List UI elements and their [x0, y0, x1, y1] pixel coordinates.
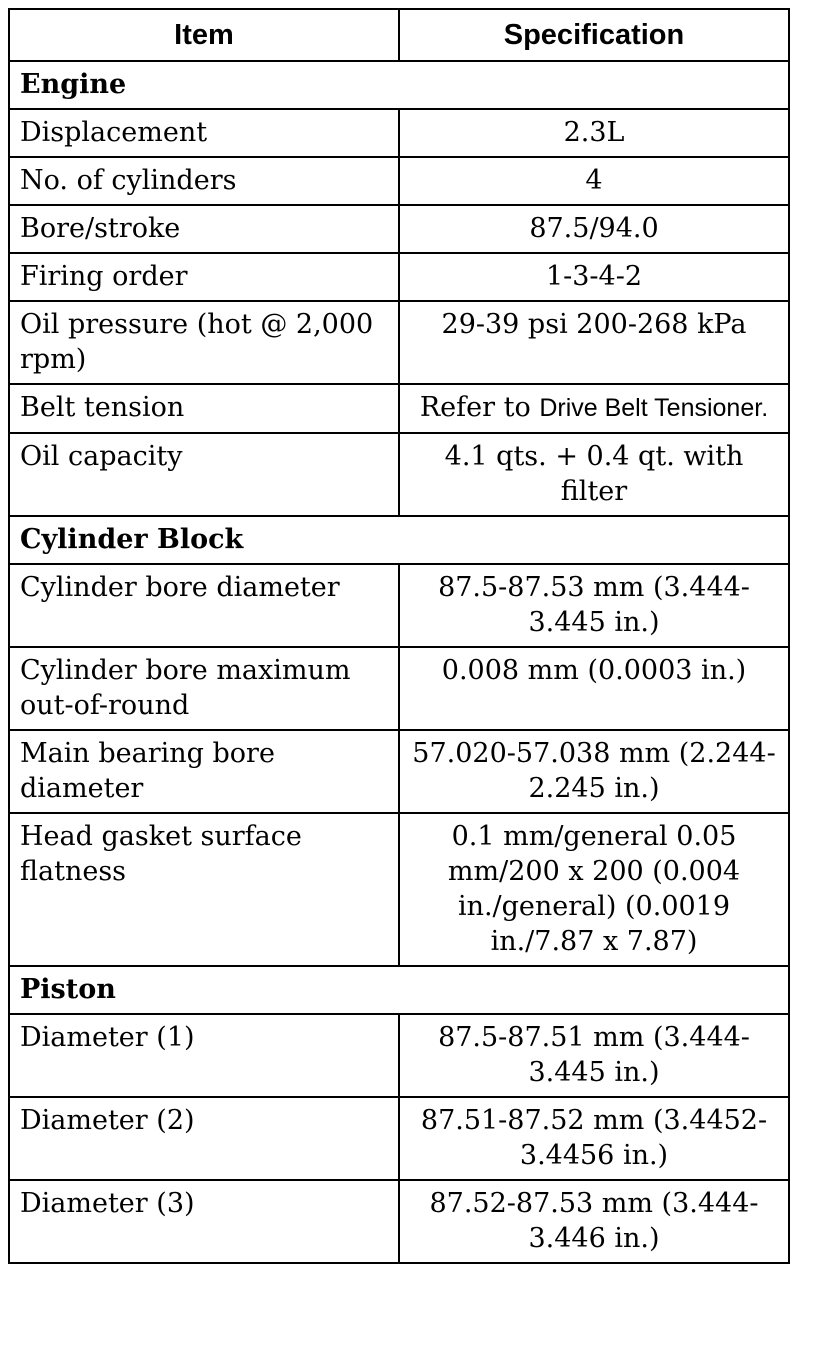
- item-cell: Diameter (3): [9, 1180, 399, 1263]
- item-cell: Diameter (1): [9, 1014, 399, 1097]
- section-title-engine: Engine: [9, 61, 789, 109]
- table-row: [9, 730, 789, 813]
- header-item: Item: [9, 9, 399, 61]
- item-cell: Oil capacity: [9, 433, 399, 516]
- spec-cell: 87.52-87.53 mm (3.444-3.446 in.): [399, 1180, 789, 1263]
- item-cell: Bore/stroke: [9, 205, 399, 253]
- table-row: [9, 647, 789, 730]
- spec-cell: 87.5-87.51 mm (3.444-3.445 in.): [399, 1014, 789, 1097]
- item-cell: Diameter (2): [9, 1097, 399, 1180]
- spec-table: [8, 8, 790, 1264]
- spec-prefix: Refer to: [419, 392, 540, 423]
- table-row: [9, 433, 789, 516]
- spec-cell: 2.3L: [399, 109, 789, 157]
- item-cell: No. of cylinders: [9, 157, 399, 205]
- table-row: [9, 384, 789, 433]
- spec-cell: 87.5/94.0: [399, 205, 789, 253]
- spec-cell: 29-39 psi 200-268 kPa: [399, 301, 789, 384]
- header-row: [9, 9, 789, 61]
- header-specification: Specification: [399, 9, 789, 61]
- table-row: [9, 1097, 789, 1180]
- item-cell: Cylinder bore diameter: [9, 564, 399, 647]
- table-row: [9, 109, 789, 157]
- spec-cell: 87.51-87.52 mm (3.4452-3.4456 in.): [399, 1097, 789, 1180]
- section-row: [9, 966, 789, 1014]
- section-row: [9, 61, 789, 109]
- item-cell: Head gasket surface flatness: [9, 813, 399, 966]
- spec-cell: 57.020-57.038 mm (2.244-2.245 in.): [399, 730, 789, 813]
- spec-cell: 4: [399, 157, 789, 205]
- table-row: [9, 253, 789, 301]
- table-row: [9, 1180, 789, 1263]
- item-cell: Firing order: [9, 253, 399, 301]
- item-cell: Belt tension: [9, 384, 399, 433]
- table-row: [9, 301, 789, 384]
- spec-cell: 87.5-87.53 mm (3.444-3.445 in.): [399, 564, 789, 647]
- section-row: [9, 516, 789, 564]
- spec-cell: 0.1 mm/general 0.05 mm/200 x 200 (0.004 in./general) (0.0019 in./7.87 x 7.87): [399, 813, 789, 966]
- spec-cell: 1-3-4-2: [399, 253, 789, 301]
- table-row: [9, 564, 789, 647]
- spec-cell: 4.1 qts. + 0.4 qt. with filter: [399, 433, 789, 516]
- item-cell: Main bearing bore diameter: [9, 730, 399, 813]
- spec-cell: [399, 384, 789, 433]
- item-cell: Cylinder bore maximum out-of-round: [9, 647, 399, 730]
- section-title-piston: Piston: [9, 966, 789, 1014]
- spec-cell: 0.008 mm (0.0003 in.): [399, 647, 789, 730]
- section-title-cylinder-block: Cylinder Block: [9, 516, 789, 564]
- table-row: [9, 157, 789, 205]
- table-row: [9, 813, 789, 966]
- drive-belt-tensioner-reference: Drive Belt Tensioner.: [539, 394, 769, 422]
- table-row: [9, 205, 789, 253]
- table-row: [9, 1014, 789, 1097]
- item-cell: Oil pressure (hot @ 2,000 rpm): [9, 301, 399, 384]
- item-cell: Displacement: [9, 109, 399, 157]
